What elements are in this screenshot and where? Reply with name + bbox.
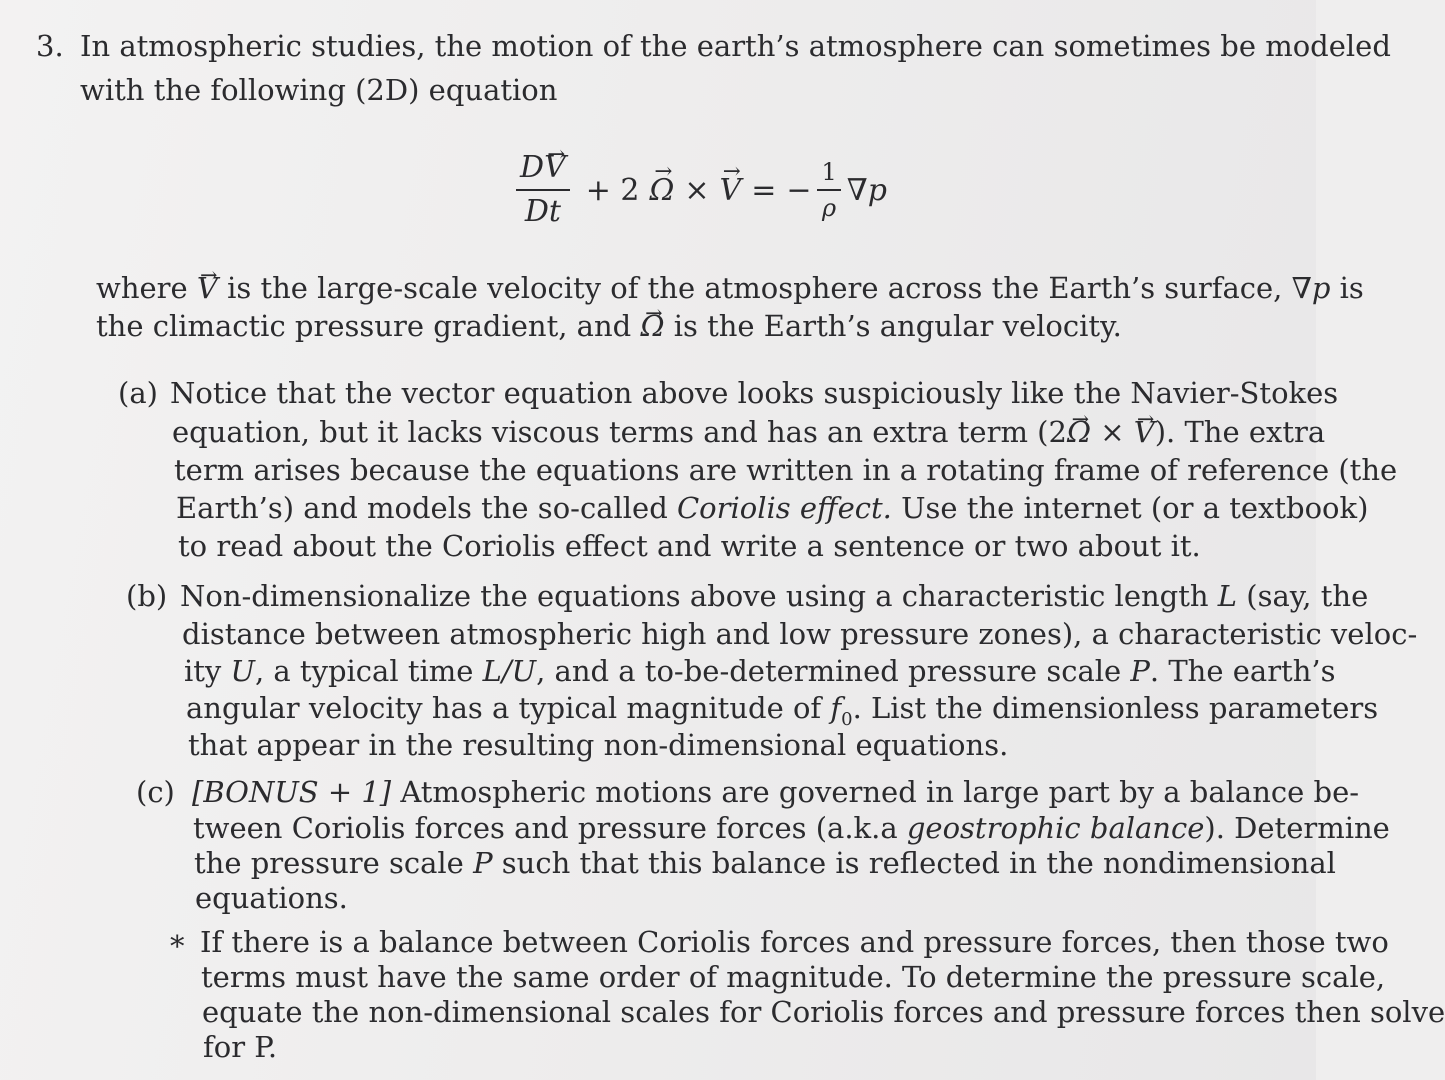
part-c-text-c: ). Determine bbox=[1204, 811, 1390, 845]
eq-rho: ρ bbox=[822, 194, 837, 222]
where-grad-p: ∇p bbox=[1291, 271, 1331, 305]
part-c-text-b: tween Coriolis forces and pressure forces (a.k.a bbox=[193, 811, 898, 845]
where-line-1 bbox=[96, 270, 1364, 306]
part-c-line-2 bbox=[193, 810, 1390, 846]
intro-line-1: In atmospheric studies, the motion of the earth’s atmosphere can sometimes be modeled bbox=[80, 29, 1391, 63]
where-text-b: is the large-scale velocity of the atmosphere across the Earth’s surface, bbox=[227, 271, 1283, 305]
part-b-line-3 bbox=[184, 653, 1336, 689]
where-text-e: is the Earth’s angular velocity. bbox=[673, 309, 1122, 343]
part-a-line-4 bbox=[176, 490, 1368, 526]
part-a-label: (a) bbox=[118, 376, 158, 410]
part-b-text-e: , and a to-be-determined pressure scale bbox=[536, 654, 1122, 688]
part-b-f: f bbox=[830, 691, 842, 725]
part-a-v-vector: → V bbox=[1134, 414, 1155, 450]
governing-equation bbox=[510, 140, 887, 240]
eq-v-vector: → V bbox=[720, 173, 742, 208]
hint-line-3: equate the non-dimensional scales for Coriolis forces and pressure forces then solve bbox=[202, 995, 1445, 1029]
eq-one: 1 bbox=[817, 159, 840, 191]
hint-line-1: If there is a balance between Coriolis forces and pressure forces, then those two bbox=[200, 925, 1389, 959]
hint-line-4: for P. bbox=[203, 1030, 278, 1064]
eq-plus-two: + 2 bbox=[585, 172, 640, 208]
problem-number: 3. bbox=[36, 29, 64, 63]
part-a-times: × bbox=[1100, 415, 1125, 449]
part-a-line-5: to read about the Coriolis effect and write a sentence or two about it. bbox=[178, 529, 1201, 563]
part-b-text-b: (say, the bbox=[1246, 579, 1369, 613]
eq-times: × bbox=[684, 172, 710, 208]
eq-dt: Dt bbox=[524, 194, 561, 229]
where-line-2 bbox=[96, 308, 1122, 344]
part-c-geostrophic-italic: geostrophic balance bbox=[906, 811, 1205, 845]
part-c-line-1 bbox=[192, 774, 1359, 810]
part-a-line-2 bbox=[172, 414, 1325, 450]
part-c-label: (c) bbox=[136, 775, 175, 809]
part-c-text-a: Atmospheric motions are governed in large part by a balance be- bbox=[400, 775, 1360, 809]
part-c-text-d: the pressure scale bbox=[194, 846, 464, 880]
hint-line-2: terms must have the same order of magnitude. To determine the pressure scale, bbox=[201, 960, 1386, 994]
part-b-L: L bbox=[1217, 579, 1238, 613]
part-b-U: U bbox=[230, 654, 255, 688]
part-b-label: (b) bbox=[126, 579, 168, 613]
part-b-text-a: Non-dimensionalize the equations above using a characteristic length bbox=[180, 579, 1209, 613]
part-b-P: P bbox=[1130, 654, 1150, 688]
eq-d: D bbox=[520, 150, 545, 185]
part-b-text-h: . List the dimensionless parameters bbox=[852, 691, 1379, 725]
where-v-vector: → V bbox=[197, 270, 218, 306]
part-a-line-1: Notice that the vector equation above looks suspiciously like the Navier-Stokes bbox=[170, 376, 1339, 410]
part-a-text-c: Earth’s) and models the so-called bbox=[176, 491, 668, 525]
where-omega-vector: → Ω bbox=[640, 308, 664, 344]
part-c-P: P bbox=[473, 846, 493, 880]
material-derivative-fraction bbox=[516, 151, 570, 229]
eq-omega-vector: → Ω bbox=[650, 173, 675, 208]
eq-grad-p: ∇p bbox=[846, 172, 887, 208]
intro-line-2: with the following (2D) equation bbox=[80, 73, 558, 107]
where-text-d: the climactic pressure gradient, and bbox=[96, 309, 632, 343]
part-b-text-c: ity bbox=[184, 654, 222, 688]
hint-star-icon: * bbox=[170, 929, 185, 963]
part-b-f-subscript: 0 bbox=[841, 708, 853, 730]
part-a-omega-vector: → Ω bbox=[1067, 414, 1091, 450]
where-text-c: is bbox=[1339, 271, 1364, 305]
part-b-line-2: distance between atmospheric high and low pressure zones), a characteristic veloc- bbox=[182, 617, 1418, 651]
eq-minus: − bbox=[786, 172, 812, 208]
part-b-L-over-U: L/U bbox=[482, 654, 537, 688]
part-c-line-4: equations. bbox=[195, 881, 348, 915]
part-b-text-g: angular velocity has a typical magnitude of bbox=[186, 691, 822, 725]
eq-velocity-vector: → V bbox=[544, 151, 566, 185]
part-b-line-1 bbox=[180, 578, 1368, 614]
part-a-text-d: Use the internet (or a textbook) bbox=[901, 491, 1369, 525]
part-a-line-3: term arises because the equations are written in a rotating frame of reference (the bbox=[174, 453, 1398, 487]
part-a-text-a: equation, but it lacks viscous terms and has an extra term (2 bbox=[172, 415, 1067, 449]
part-a-text-b: ). The extra bbox=[1154, 415, 1326, 449]
part-c-text-e: such that this balance is reflected in the nondimensional bbox=[501, 846, 1336, 880]
where-text-a: where bbox=[96, 271, 188, 305]
eq-equals: = bbox=[751, 172, 777, 208]
part-b-text-f: . The earth’s bbox=[1149, 654, 1336, 688]
part-c-bonus: [BONUS + 1] bbox=[192, 775, 392, 809]
part-b-line-5: that appear in the resulting non-dimensional equations. bbox=[188, 728, 1009, 762]
rhs-fraction bbox=[817, 159, 840, 221]
part-b-text-d: , a typical time bbox=[254, 654, 474, 688]
part-c-line-3 bbox=[194, 845, 1336, 881]
part-a-coriolis-italic: Coriolis effect. bbox=[676, 491, 892, 525]
